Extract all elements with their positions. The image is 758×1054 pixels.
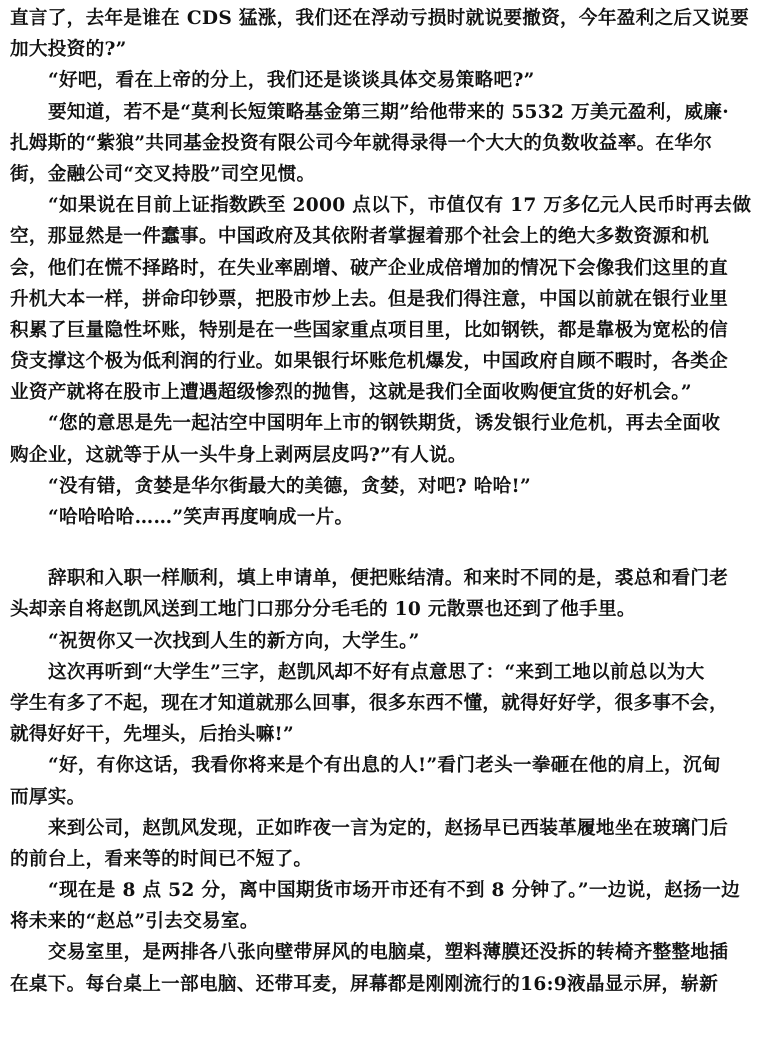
paragraph <box>10 3 750 65</box>
text-line: 积累了巨量隐性坏账，特别是在一些国家重点项目里，比如钢铁，都是靠极为宽松的信 <box>10 319 728 341</box>
text-line: 直言了，去年是谁在 CDS 猛涨，我们还在浮动亏损时就说要撤资，今年盈利之后又说要 <box>10 8 749 29</box>
text-line: 这次再听到“大学生”三字，赵凯风却不好有点意思了：“来到工地以前总以为大 <box>48 661 705 683</box>
text-line: 要知道，若不是“莫利长短策略基金第三期”给他带来的 5532 万美元盈利，威廉· <box>48 101 729 123</box>
text-line: “您的意思是先一起沽空中国明年上市的钢铁期货，诱发银行业危机，再去全面收 <box>48 413 721 435</box>
text-line: “现在是 8 点 52 分，离中国期货市场开市还有不到 8 分钟了。”一边说，赵扬一边 <box>48 880 740 902</box>
paragraph <box>10 563 750 625</box>
text-line: 来到公司，赵凯风发现，正如昨夜一言为定的，赵扬早已西装革履地坐在玻璃门后 <box>48 817 729 839</box>
text-line: 交易室里，是两排各八张向壁带屏风的电脑桌，塑料薄膜还没拆的转椅齐整整地插 <box>48 942 729 964</box>
text-line: 业资产就将在股市上遭遇超级惨烈的抛售，这就是我们全面收购便宜货的好机会。” <box>10 382 692 404</box>
paragraph <box>10 97 750 191</box>
paragraph <box>10 657 750 751</box>
text-line: 将未来的“赵总”引去交易室。 <box>10 911 259 933</box>
section-break <box>10 533 750 563</box>
text-section-before-break <box>10 3 750 533</box>
text-line: 学生有多了不起，现在才知道就那么回事，很多东西不懂，就得好好学，很多事不会， <box>10 692 728 714</box>
paragraph <box>10 937 750 999</box>
text-line: 升机大本一样，拼命印钞票，把股市炒上去。但是我们得注意，中国以前就在银行业里 <box>10 288 728 310</box>
text-section-after-break <box>10 563 750 1000</box>
paragraph <box>10 875 750 937</box>
document-page <box>10 3 750 1000</box>
text-line: “哈哈哈哈……”笑声再度响成一片。 <box>48 507 354 528</box>
text-line: 空，那显然是一件蠢事。中国政府及其依附者掌握着那个社会上的绝大多数资源和机 <box>10 226 710 248</box>
paragraph <box>10 408 750 470</box>
text-line: 在桌下。每台桌上一部电脑、还带耳麦，屏幕都是刚刚流行的16:9液晶显示屏，崭新 <box>10 973 719 995</box>
text-line: 会，他们在慌不择路时，在失业率剧增、破产企业成倍增加的情况下会像我们这里的直 <box>10 257 728 279</box>
text-line: “祝贺你又一次找到人生的新方向，大学生。” <box>48 630 420 652</box>
text-line: “如果说在目前上证指数跌至 2000 点以下，市值仅有 17 万多亿元人民币时再去做 <box>48 195 752 217</box>
text-line: 而厚实。 <box>10 786 86 808</box>
paragraph <box>10 502 750 533</box>
paragraph <box>10 626 750 657</box>
paragraph <box>10 190 750 408</box>
text-line: 贷支撑这个极为低利润的行业。如果银行坏账危机爆发，中国政府自顾不暇时，各类企 <box>10 351 728 373</box>
text-line: “好吧，看在上帝的分上，我们还是谈谈具体交易策略吧?” <box>48 70 535 92</box>
text-line: 头却亲自将赵凯风送到工地门口那分分毛毛的 10 元散票也还到了他手里。 <box>10 599 636 621</box>
text-line: 购企业，这就等于从一头牛身上剥两层皮吗?”有人说。 <box>10 444 467 466</box>
paragraph <box>10 750 750 812</box>
text-line: “好，有你这话，我看你将来是个有出息的人!”看门老头一拳砸在他的肩上，沉甸 <box>48 755 721 777</box>
paragraph <box>10 471 750 502</box>
paragraph <box>10 813 750 875</box>
text-line: 辞职和入职一样顺利，填上申请单，便把账结清。和来时不同的是，裘总和看门老 <box>48 568 729 590</box>
text-line: 就得好好干，先埋头，后抬头嘛!” <box>10 724 294 746</box>
text-line: 扎姆斯的“紫狼”共同基金投资有限公司今年就得录得一个大大的负数收益率。在华尔 <box>10 132 713 154</box>
paragraph <box>10 65 750 96</box>
text-line: 街，金融公司“交叉持股”司空见惯。 <box>10 163 316 185</box>
text-line: “没有错，贪婪是华尔街最大的美德，贪婪，对吧? 哈哈!” <box>48 475 531 497</box>
text-line: 的前台上，看来等的时间已不短了。 <box>10 848 313 870</box>
text-line: 加大投资的?” <box>10 39 127 61</box>
